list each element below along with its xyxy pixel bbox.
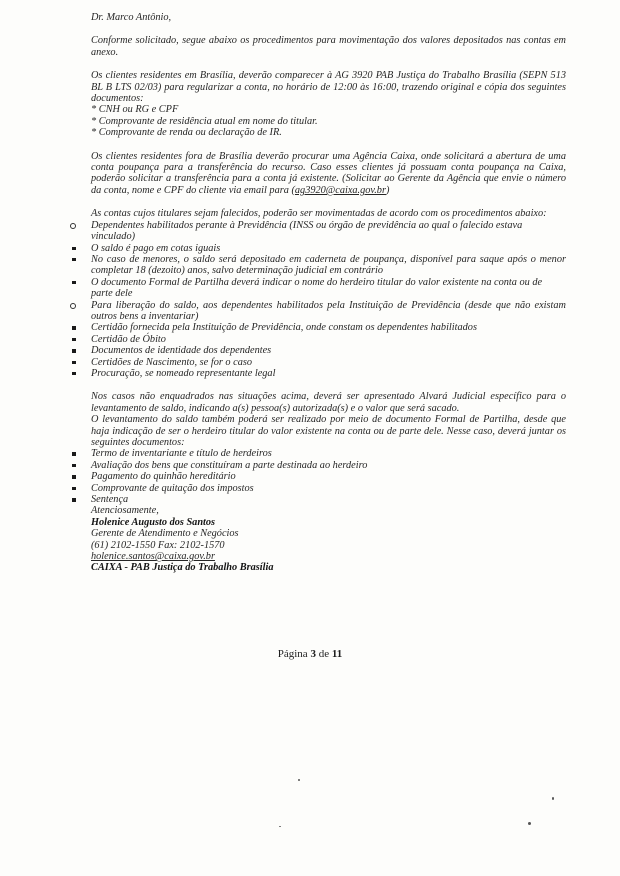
list-item: Dependentes habilitados perante à Previdência (INSS ou órgão de previdência ao qual o falecido estava vinculado) (91, 219, 523, 243)
list-item: Documentos de identidade dos dependentes (91, 345, 272, 357)
list-item: Certidões de Nascimento, se for o caso (91, 356, 253, 368)
list-item: O saldo é pago em cotas iguais (91, 242, 221, 254)
list-item: Procuração, se nomeado representante legal (91, 367, 276, 379)
deceased-procedures-list (91, 220, 566, 380)
list-item: Certidão fornecida pela Instituição de Previdência, onde constam os dependentes habilitados (91, 322, 477, 334)
brasilia-doc-1: * CNH ou RG e CPF (91, 104, 179, 116)
outside-text: Os clientes residentes fora de Brasília deverão procurar uma Agência Caixa, onde solicitará a abertura de uma conta poupança para a transferência do recurso. Caso esses clientes já possuam conta poupança na Caixa, poderão solicitar a transferência para a conta já existente. (Solicitar ao Gerente da Agência que envie o número da conta, nome e CPF do cliente via email para ( (91, 150, 566, 196)
list-item: Certidão de Óbito (91, 333, 166, 345)
partilha-documents-list (91, 448, 566, 505)
other-cases-paragraph-2: O levantamento do saldo também poderá ser realizado por meio de documento Formal de Partilha, desde que haja indicação de ser o herdeiro titular do valor existente na conta ou de parte dele. Nesse caso, deverá juntar os seguintes documentos: (91, 414, 566, 448)
signature-block (91, 505, 566, 573)
scan-speck (279, 826, 281, 827)
signer-name: Holenice Augusto dos Santos (91, 516, 216, 528)
signer-email-link[interactable]: holenice.santos@caixa.gov.br (91, 551, 215, 563)
page-label: Página (277, 648, 308, 660)
page-total: 11 (331, 648, 343, 660)
intro-paragraph: Conforme solicitado, segue abaixo os procedimentos para movimentação dos valores depositados nas contas em anexo. (91, 35, 566, 58)
brasilia-doc-2: * Comprovante de residência atual em nome do titular. (91, 115, 318, 127)
scan-speck (552, 797, 554, 800)
letter-body (91, 12, 566, 574)
brasilia-doc-3: * Comprovante de renda ou declaração de IR. (91, 127, 282, 139)
page-current: 3 (310, 648, 316, 660)
signer-phone: (61) 2102-1550 Fax: 2102-1570 (91, 539, 225, 551)
agency-email-link[interactable]: ag3920@caixa.gov.br (294, 184, 386, 196)
closing: Atenciosamente, (91, 505, 159, 517)
list-item: Para liberação do saldo, aos dependentes habilitados pela Instituição de Previdência (desde que não existam outros bens a inventariar) (91, 299, 566, 322)
deceased-intro: As contas cujos titulares sejam falecidos, poderão ser movimentadas de acordo com os procedimentos abaixo: (91, 208, 547, 220)
page-number (0, 648, 620, 660)
list-item: Avaliação dos bens que constituíram a parte destinada ao herdeiro (91, 459, 368, 471)
list-item: Comprovante de quitação dos impostos (91, 482, 254, 494)
greeting: Dr. Marco Antônio, (91, 12, 172, 23)
page-of: de (318, 648, 330, 660)
list-item: Sentença (91, 494, 129, 506)
list-item: O documento Formal de Partilha deverá indicar o nome do herdeiro titular do valor existente na conta ou de parte dele (91, 276, 543, 300)
brasilia-paragraph: Os clientes residentes em Brasília, deverão comparecer à AG 3920 PAB Justiça do Trabalho Brasília (SEPN 513 BL B LTS 02/03) para regularizar a conta, no horário de 12:00 às 16:00, trazendo original e cópia dos seguintes documentos: (91, 70, 566, 105)
signer-role: Gerente de Atendimento e Negócios (91, 528, 239, 540)
scan-speck (528, 822, 531, 825)
list-item: Pagamento do quinhão hereditário (91, 471, 236, 483)
outside-brasilia-paragraph (91, 151, 566, 197)
other-cases-paragraph-1: Nos casos não enquadrados nas situações acima, deverá ser apresentado Alvará Judicial específico para o levantamento de saldo, indicando a(s) pessoa(s) autorizada(s) e o valor que será sacado. (91, 391, 566, 414)
outside-text-end: ) (385, 184, 390, 196)
list-item: No caso de menores, o saldo será depositado em caderneta de poupança, disponível para saque após o menor completar 18 (dezoito) anos, salvo determinação judicial em contrário (91, 253, 566, 277)
scan-speck (298, 779, 300, 781)
organization: CAIXA - PAB Justiça do Trabalho Brasília (91, 562, 274, 574)
list-item: Termo de inventariante e título de herdeiros (91, 448, 272, 460)
